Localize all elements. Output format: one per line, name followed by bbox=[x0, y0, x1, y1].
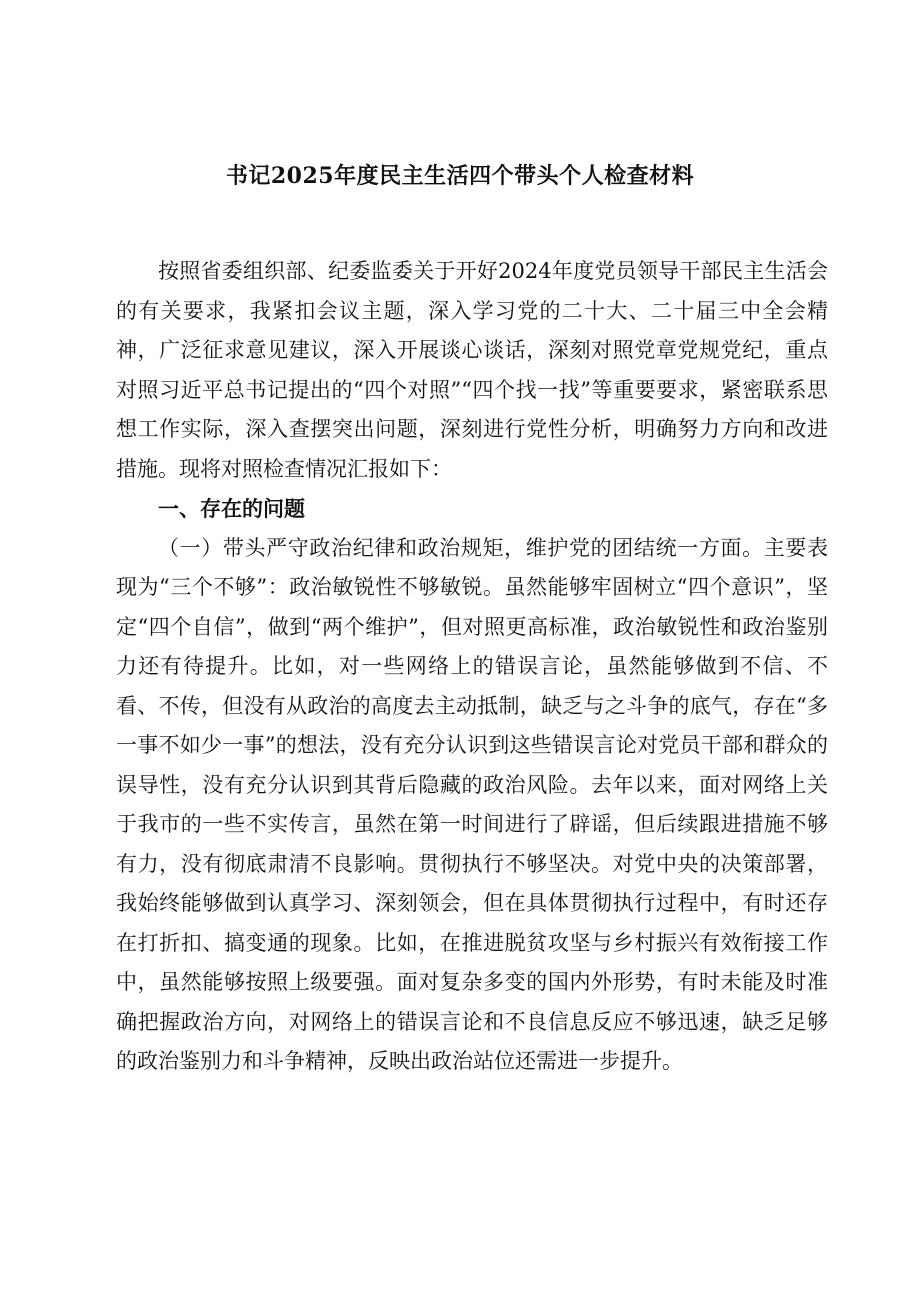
intro-paragraph: 按照省委组织部、纪委监委关于开好2024年度党员领导干部民主生活会的有关要求，我紧扣会议主题，深入学习党的二十大、二十届三中全会精神，广泛征求意见建议，深入开展谈心谈话，深刻对照党章党规党纪，重点对照习近平总书记提出的“四个对照”“四个找一找”等重要要求，紧密联系思想工作实际，深入查摆突出问题，深刻进行党性分析，明确努力方向和改进措施。现将对照检查情况汇报如下： bbox=[116, 259, 828, 481]
document-body bbox=[116, 252, 828, 1082]
section-paragraph: （一）带头严守政治纪律和政治规矩，维护党的团结统一方面。主要表现为“三个不够”：政治敏锐性不够敏锐。虽然能够牢固树立“四个意识”，坚定“四个自信”，做到“两个维护”，但对照更高标准，政治敏锐性和政治鉴别力还有待提升。比如，对一些网络上的错误言论，虽然能够做到不信、不看、不传，但没有从政治的高度去主动抵制，缺乏与之斗争的底气，存在“多一事不如少一事”的想法，没有充分认识到这些错误言论对党员干部和群众的误导性，没有充分认识到其背后隐藏的政治风险。去年以来，面对网络上关于我市的一些不实传言，虽然在第一时间进行了辟谣，但后续跟进措施不够有力，没有彻底肃清不良影响。贯彻执行不够坚决。对党中央的决策部署，我始终能够做到认真学习、深刻领会，但在具体贯彻执行过程中，有时还存在打折扣、搞变通的现象。比如，在推进脱贫攻坚与乡村振兴有效衔接工作中，虽然能够按照上级要强。面对复杂多变的国内外形势，有时未能及时准确把握政治方向，对网络上的错误言论和不良信息反应不够迅速，缺乏足够的政治鉴别力和斗争精神，反映出政治站位还需进一步提升。 bbox=[116, 535, 828, 1073]
document-title: 书记2025年度民主生活四个带头个人检查材料 bbox=[225, 163, 695, 189]
section-heading: 一、存在的问题 bbox=[158, 496, 305, 521]
